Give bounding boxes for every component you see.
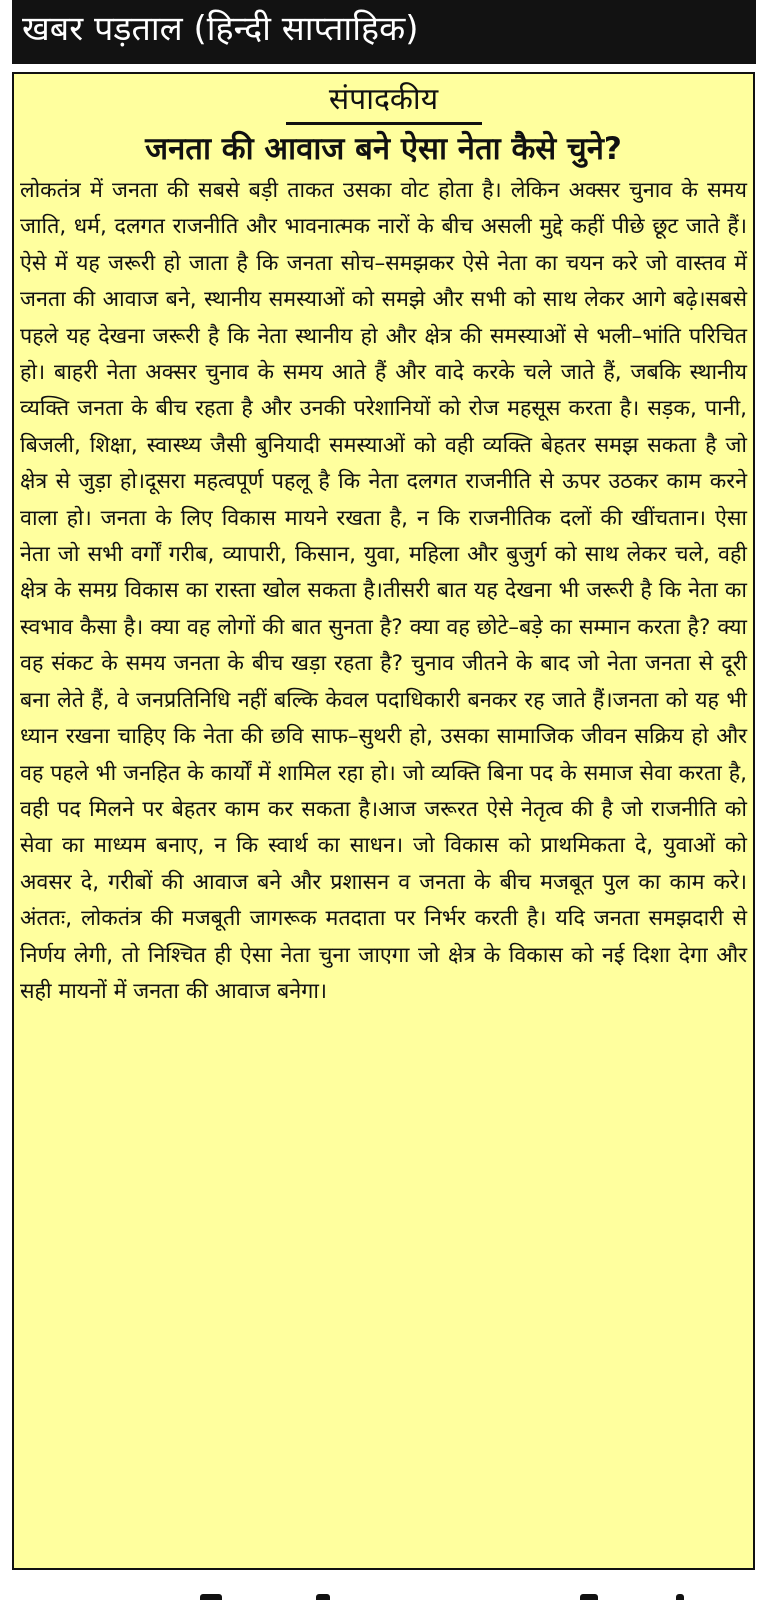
section-heading: संपादकीय [286, 80, 482, 125]
masthead-title: खबर पड़ताल (हिन्दी साप्ताहिक) [22, 9, 419, 49]
cutoff-glyph [580, 1594, 598, 1600]
masthead-bar [12, 0, 756, 64]
editorial-panel [12, 72, 755, 1570]
editorial-content [20, 74, 747, 1568]
cutoff-glyph [316, 1594, 330, 1600]
article-headline: जनता की आवाज बने ऐसा नेता कैसे चुने? [145, 131, 622, 167]
cutoff-glyph [200, 1594, 222, 1600]
article-body: लोकतंत्र में जनता की सबसे बड़ी ताकत उसका वोट होता है। लेकिन अक्सर चुनाव के समय जाति, धर्म, दलगत राजनीति और भावनात्मक नारों के बीच असली मुद्दे कहीं पीछे छूट जाते हैं। ऐसे में यह जरूरी हो जाता है कि जनता सोच–समझकर ऐसे नेता का चयन करे जो वास्तव में जनता की आवाज बने, स्थानीय समस्याओं को समझे और सभी को साथ लेकर आगे बढ़े।सबसे पहले यह देखना जरूरी है कि नेता स्थानीय हो और क्षेत्र की समस्याओं से भली–भांति परिचित हो। बाहरी नेता अक्सर चुनाव के समय आते हैं और वादे करके चले जाते हैं, जबकि स्थानीय व्यक्ति जनता के बीच रहता है और उनकी परेशानियों को रोज महसूस करता है। सड़क, पानी, बिजली, शिक्षा, स्वास्थ्य जैसी बुनियादी समस्याओं को वही व्यक्ति बेहतर समझ सकता है जो क्षेत्र से जुड़ा हो।दूसरा महत्वपूर्ण पहलू है कि नेता दलगत राजनीति से ऊपर उठकर काम करने वाला हो। जनता के लिए विकास मायने रखता है, न कि राजनीतिक दलों की खींचतान। ऐसा नेता जो सभी वर्गों गरीब, व्यापारी, किसान, युवा, महिला और बुजुर्ग को साथ लेकर चले, वही क्षेत्र के समग्र विकास का रास्ता खोल सकता है।तीसरी बात यह देखना भी जरूरी है कि नेता का स्वभाव कैसा है। क्या वह लोगों की बात सुनता है? क्या वह छोटे–बड़े का सम्मान करता है? क्या वह संकट के समय जनता के बीच खड़ा रहता है? चुनाव जीतने के बाद जो नेता जनता से दूरी बना लेते हैं, वे जनप्रतिनिधि नहीं बल्कि केवल पदाधिकारी बनकर रह जाते हैं।जनता को यह भी ध्यान रखना चाहिए कि नेता की छवि साफ–सुथरी हो, उसका सामाजिक जीवन सक्रिय हो और वह पहले भी जनहित के कार्यों में शामिल रहा हो। जो व्यक्ति बिना पद के समाज सेवा करता है, वही पद मिलने पर बेहतर काम कर सकता है।आज जरूरत ऐसे नेतृत्व की है जो राजनीति को सेवा का माध्यम बनाए, न कि स्वार्थ का साधन। जो विकास को प्राथमिकता दे, युवाओं को अवसर दे, गरीबों की आवाज बने और प्रशासन व जनता के बीच मजबूत पुल का काम करे।अंततः, लोकतंत्र की मजबूती जागरूक मतदाता पर निर्भर करती है। यदि जनता समझदारी से निर्णय लेगी, तो निश्चित ही ऐसा नेता चुना जाएगा जो क्षेत्र के विकास को नई दिशा देगा और सही मायनों में जनता की आवाज बनेगा। [20, 178, 747, 1004]
cutoff-glyph [676, 1594, 684, 1600]
next-article-cutoff [0, 1572, 770, 1600]
